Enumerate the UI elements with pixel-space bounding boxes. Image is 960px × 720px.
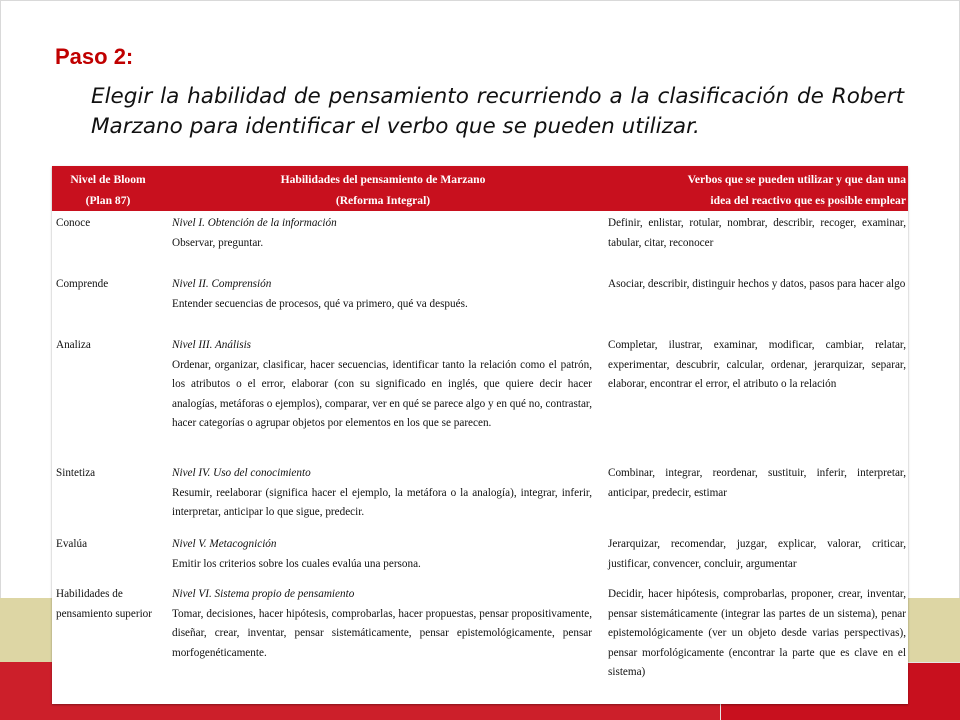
marzano-cell xyxy=(164,461,602,532)
level-description: Resumir, reelaborar (significa hacer el ejemplo, la metáfora o la analogía), integrar, inferir, interpretar, anticipar lo que sigue, predecir. xyxy=(172,486,592,518)
level-description: Entender secuencias de procesos, qué va primero, qué va después. xyxy=(172,297,468,310)
marzano-cell xyxy=(164,582,602,685)
instruction-text: Elegir la habilidad de pensamiento recurriendo a la clasificación de Robert Marzano para identificar el verbo que se pueden utilizar. xyxy=(91,84,904,139)
table-row xyxy=(52,582,908,685)
header-marzano xyxy=(164,166,602,211)
header-bloom xyxy=(52,166,164,211)
verbs-cell: Asociar, describir, distinguir hechos y datos, pasos para hacer algo xyxy=(608,278,906,290)
marzano-table-container xyxy=(52,166,908,704)
verbs-cell: Definir, enlistar, rotular, nombrar, describir, recoger, examinar, tabular, citar, reconocer xyxy=(608,217,906,249)
bloom-cell: Comprende xyxy=(56,278,109,290)
header-verbs xyxy=(602,166,908,211)
bloom-cell: Analiza xyxy=(56,339,91,351)
marzano-cell xyxy=(164,532,602,582)
header-marzano-line1: Habilidades del pensamiento de Marzano xyxy=(280,173,486,186)
bloom-cell: Conoce xyxy=(56,217,91,229)
header-verbs-line2: idea del reactivo que es posible emplear xyxy=(710,194,906,207)
table-row xyxy=(52,272,908,333)
decorative-beige-bar-left xyxy=(0,598,52,662)
verbs-cell: Combinar, integrar, reordenar, sustituir, inferir, interpretar, anticipar, predecir, estimar xyxy=(608,467,906,499)
level-description: Observar, preguntar. xyxy=(172,236,264,249)
bloom-cell: Evalúa xyxy=(56,538,88,550)
verbs-cell: Completar, ilustrar, examinar, modificar, cambiar, relatar, experimentar, descubrir, calcular, ordenar, jerarquizar, separar, elaborar, encontrar el error, el atributo o la relación xyxy=(608,339,906,390)
level-title: Nivel IV. Uso del conocimiento xyxy=(172,467,311,479)
decorative-beige-bar-right xyxy=(908,598,960,662)
level-title: Nivel VI. Sistema propio de pensamiento xyxy=(172,588,355,600)
level-description: Tomar, decisiones, hacer hipótesis, comprobarlas, hacer propuestas, pensar propositivamente, diseñar, crear, inventar, pensar sistemáticamente, pensar epistemológicamente, pensar morfogenéticamente. xyxy=(172,607,592,659)
level-description: Emitir los criterios sobre los cuales evalúa una persona. xyxy=(172,557,421,570)
table-row xyxy=(52,333,908,461)
level-title: Nivel I. Obtención de la información xyxy=(172,217,337,229)
level-description: Ordenar, organizar, clasificar, hacer secuencias, identificar tanto la relación como el patrón, los atributos o el error, elaborar (con su significado en inglés, que quiere decir hacer analogías, metáforas o ejemplos), comparar, ver en qué se parece algo y en qué no, contrastar, hacer categorías o agrupar objetos por elementos en los que se parecen. xyxy=(172,358,592,429)
verbs-cell: Jerarquizar, recomendar, juzgar, explicar, valorar, criticar, justificar, convencer, concluir, argumentar xyxy=(608,538,906,570)
marzano-cell xyxy=(164,333,602,461)
header-verbs-line1: Verbos que se pueden utilizar y que dan una xyxy=(687,173,906,186)
marzano-table xyxy=(52,166,908,685)
step-label: Paso 2: xyxy=(55,44,134,69)
header-bloom-line1: Nivel de Bloom xyxy=(70,173,146,186)
level-title: Nivel II. Comprensión xyxy=(172,278,272,290)
verbs-cell: Decidir, hacer hipótesis, comprobarlas, proponer, crear, inventar, pensar sistemáticamente (integrar las partes de un sistema), penar epistemológicamente (ver un objeto desde varias perspectivas), pensar morfológicamente (encontrar la parte que es clave en el sistema) xyxy=(608,588,906,678)
marzano-cell xyxy=(164,211,602,272)
table-row xyxy=(52,211,908,272)
level-title: Nivel III. Análisis xyxy=(172,339,252,351)
table-row xyxy=(52,461,908,532)
header-bloom-line2: (Plan 87) xyxy=(85,194,131,207)
marzano-cell xyxy=(164,272,602,333)
table-header-row xyxy=(52,166,908,211)
table-row xyxy=(52,532,908,582)
bloom-cell: Habilidades de pensamiento superior xyxy=(56,588,153,620)
level-title: Nivel V. Metacognición xyxy=(172,538,277,550)
header-marzano-line2: (Reforma Integral) xyxy=(335,194,431,207)
bloom-cell: Sintetiza xyxy=(56,467,96,479)
